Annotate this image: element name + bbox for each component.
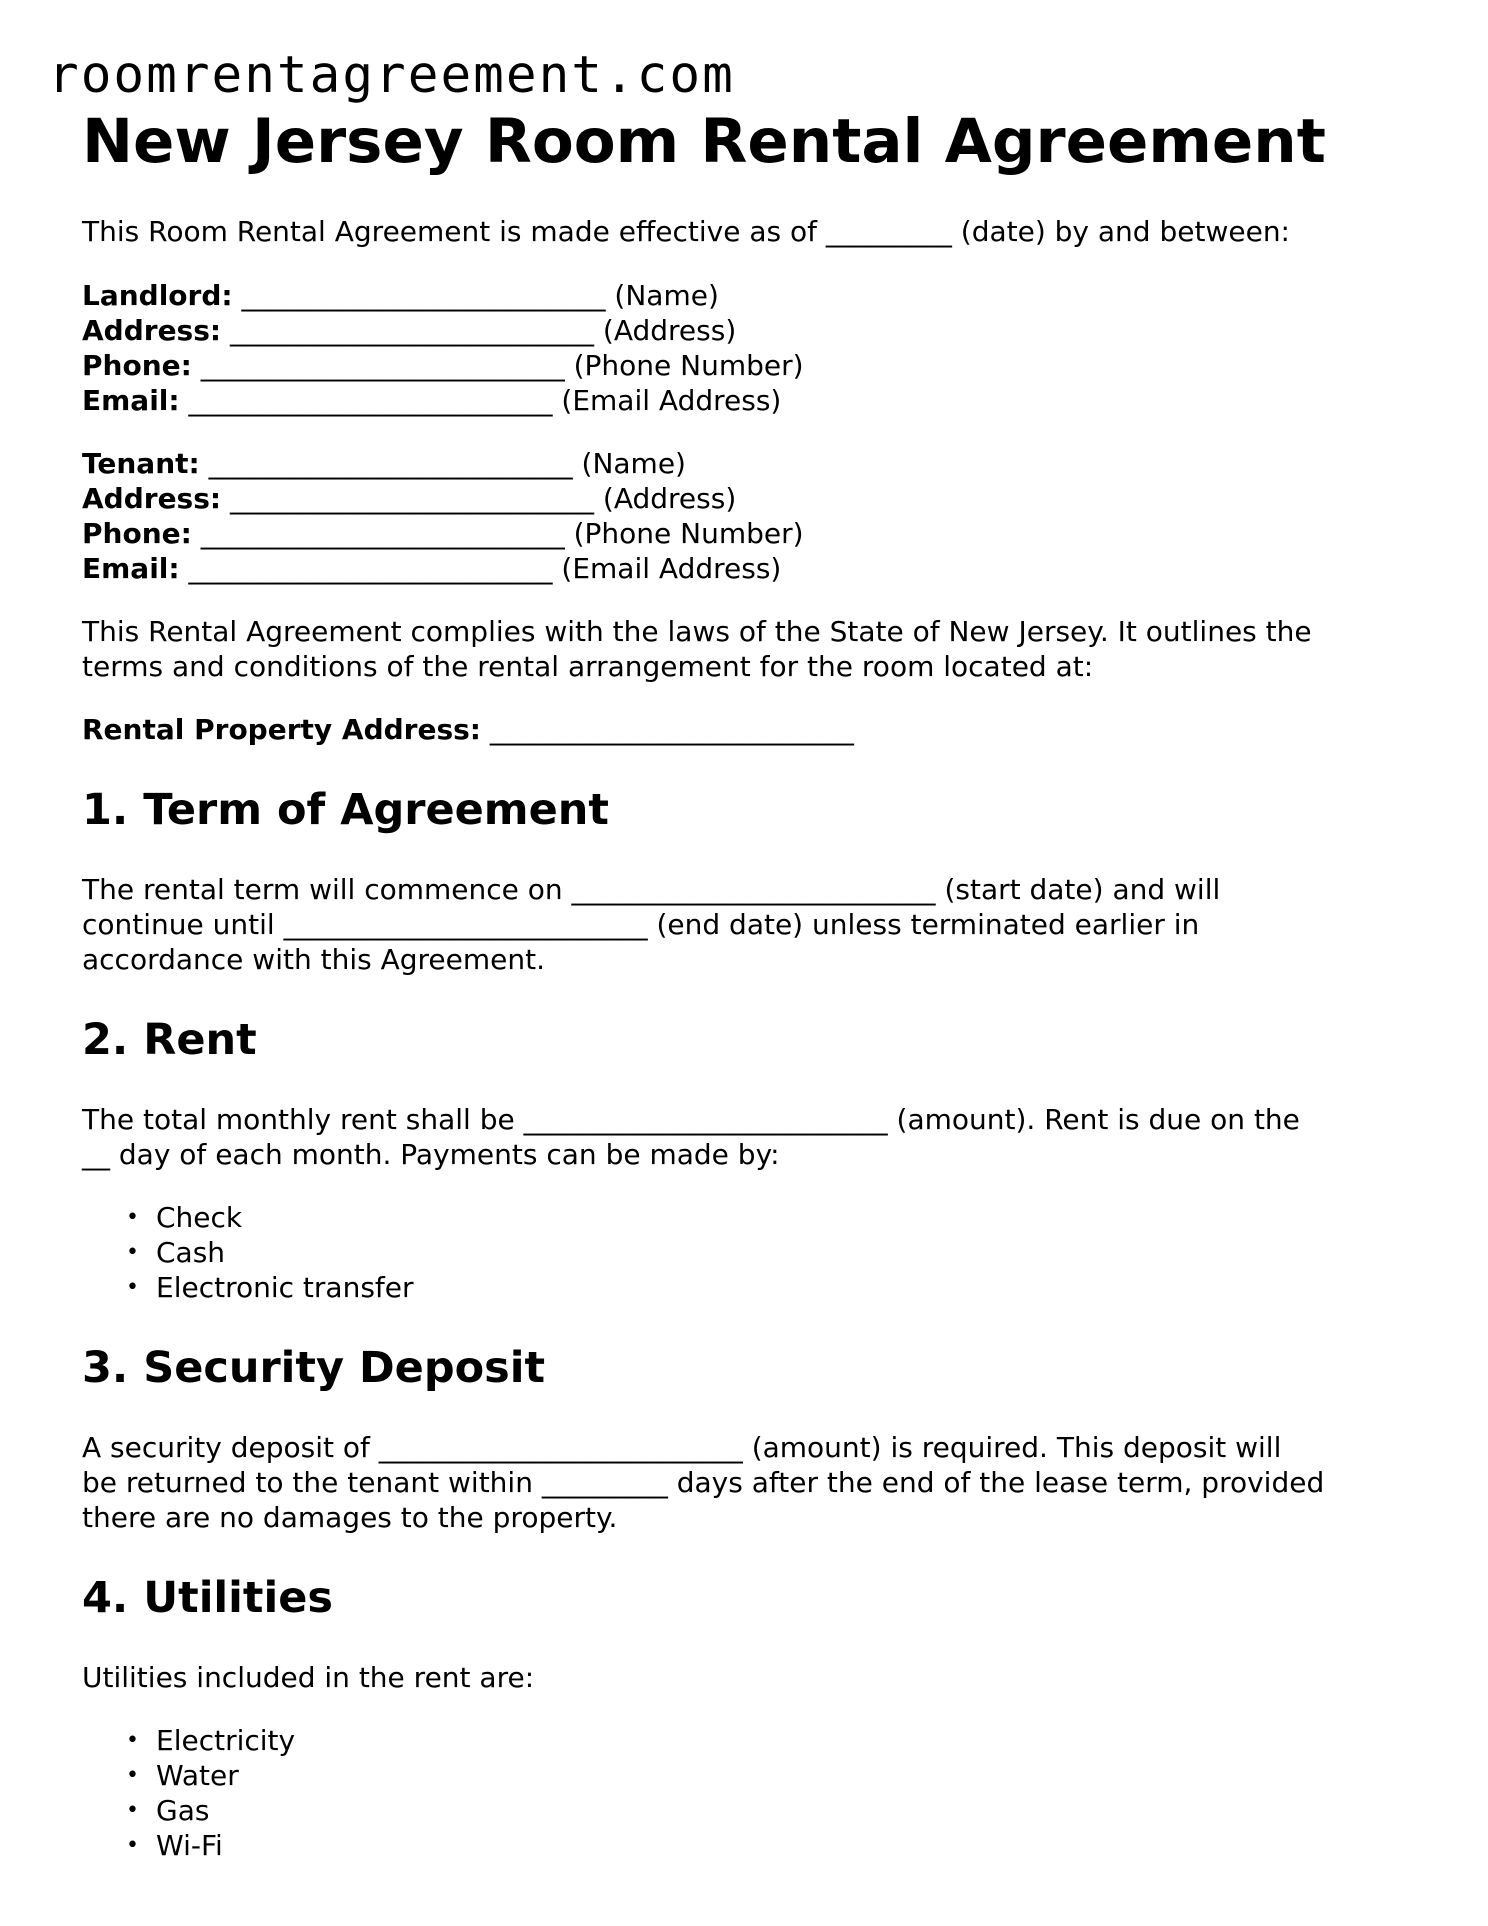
landlord-email-blank: __________________________ (Email Address) <box>179 384 782 417</box>
term-line-1: The rental term will commence on __________________________ (start date) and will <box>82 873 1221 906</box>
tenant-phone-blank: __________________________ (Phone Number) <box>191 517 804 550</box>
tenant-email-blank: __________________________ (Email Address) <box>179 552 782 585</box>
landlord-address-blank: __________________________ (Address) <box>221 314 737 347</box>
deposit-line-3: there are no damages to the property. <box>82 1501 618 1534</box>
section-heading-term: 1. Term of Agreement <box>82 785 609 835</box>
bullet-icon: • <box>126 1798 139 1823</box>
watermark-text: roomrentagreement.com <box>48 46 735 105</box>
rental-property-address-blank: __________________________ <box>481 713 854 746</box>
utilities-intro: Utilities included in the rent are: <box>82 1661 535 1694</box>
landlord-name-line <box>82 278 1412 313</box>
section-heading-security-deposit: 3. Security Deposit <box>82 1343 546 1393</box>
list-item: • Water <box>126 1759 239 1792</box>
term-line-2: continue until __________________________ (end date) unless terminated earlier in <box>82 908 1200 941</box>
list-item: • Electronic transfer <box>126 1271 414 1304</box>
tenant-block <box>82 446 1412 586</box>
landlord-phone-blank: __________________________ (Phone Number) <box>191 349 804 382</box>
landlord-address-line <box>82 313 1412 348</box>
landlord-email-line <box>82 383 1412 418</box>
bullet-icon: • <box>126 1275 139 1300</box>
document-body <box>82 104 1412 1863</box>
tenant-name-label: Tenant: <box>82 447 200 480</box>
landlord-phone-line <box>82 348 1412 383</box>
document-title: New Jersey Room Rental Agreement <box>82 106 1326 177</box>
list-item: • Gas <box>126 1794 210 1827</box>
tenant-email-line <box>82 551 1412 586</box>
bullet-icon: • <box>126 1763 139 1788</box>
term-paragraph <box>82 872 1412 977</box>
bullet-icon: • <box>126 1728 139 1753</box>
rental-property-address-line <box>82 712 1412 747</box>
bullet-icon: • <box>126 1205 139 1230</box>
list-item: • Cash <box>126 1236 226 1269</box>
utilities-list <box>82 1723 1412 1863</box>
bullet-icon: • <box>126 1833 139 1858</box>
rent-line-2: __ day of each month. Payments can be made by: <box>82 1138 780 1171</box>
tenant-address-label: Address: <box>82 482 222 515</box>
landlord-email-label: Email: <box>82 384 180 417</box>
tenant-address-line <box>82 481 1412 516</box>
tenant-address-blank: __________________________ (Address) <box>221 482 737 515</box>
list-item: • Electricity <box>126 1724 296 1757</box>
tenant-phone-label: Phone: <box>82 517 192 550</box>
deposit-paragraph <box>82 1430 1412 1535</box>
compliance-line-1: This Rental Agreement complies with the laws of the State of New Jersey. It outlines the <box>82 615 1312 648</box>
tenant-name-line <box>82 446 1412 481</box>
landlord-phone-label: Phone: <box>82 349 192 382</box>
section-heading-rent: 2. Rent <box>82 1015 257 1065</box>
payment-methods-list <box>82 1200 1412 1305</box>
tenant-name-blank: __________________________ (Name) <box>199 447 686 480</box>
landlord-block <box>82 278 1412 418</box>
tenant-email-label: Email: <box>82 552 180 585</box>
compliance-paragraph <box>82 614 1412 684</box>
compliance-line-2: terms and conditions of the rental arrangement for the room located at: <box>82 650 1094 683</box>
rent-paragraph <box>82 1102 1412 1172</box>
landlord-name-label: Landlord: <box>82 279 233 312</box>
list-item: • Wi-Fi <box>126 1829 223 1862</box>
landlord-name-blank: __________________________ (Name) <box>232 279 719 312</box>
bullet-icon: • <box>126 1240 139 1265</box>
deposit-line-1: A security deposit of __________________________ (amount) is required. This deposit will <box>82 1431 1282 1464</box>
list-item: • Check <box>126 1201 243 1234</box>
rental-property-address-label: Rental Property Address: <box>82 713 481 746</box>
section-heading-utilities: 4. Utilities <box>82 1573 333 1623</box>
deposit-line-2: be returned to the tenant within _________ days after the end of the lease term, provided <box>82 1466 1325 1499</box>
tenant-phone-line <box>82 516 1412 551</box>
landlord-address-label: Address: <box>82 314 222 347</box>
term-line-3: accordance with this Agreement. <box>82 943 545 976</box>
rent-line-1: The total monthly rent shall be __________________________ (amount). Rent is due on the <box>82 1103 1300 1136</box>
intro-paragraph: This Room Rental Agreement is made effective as of _________ (date) by and between: <box>82 215 1290 248</box>
